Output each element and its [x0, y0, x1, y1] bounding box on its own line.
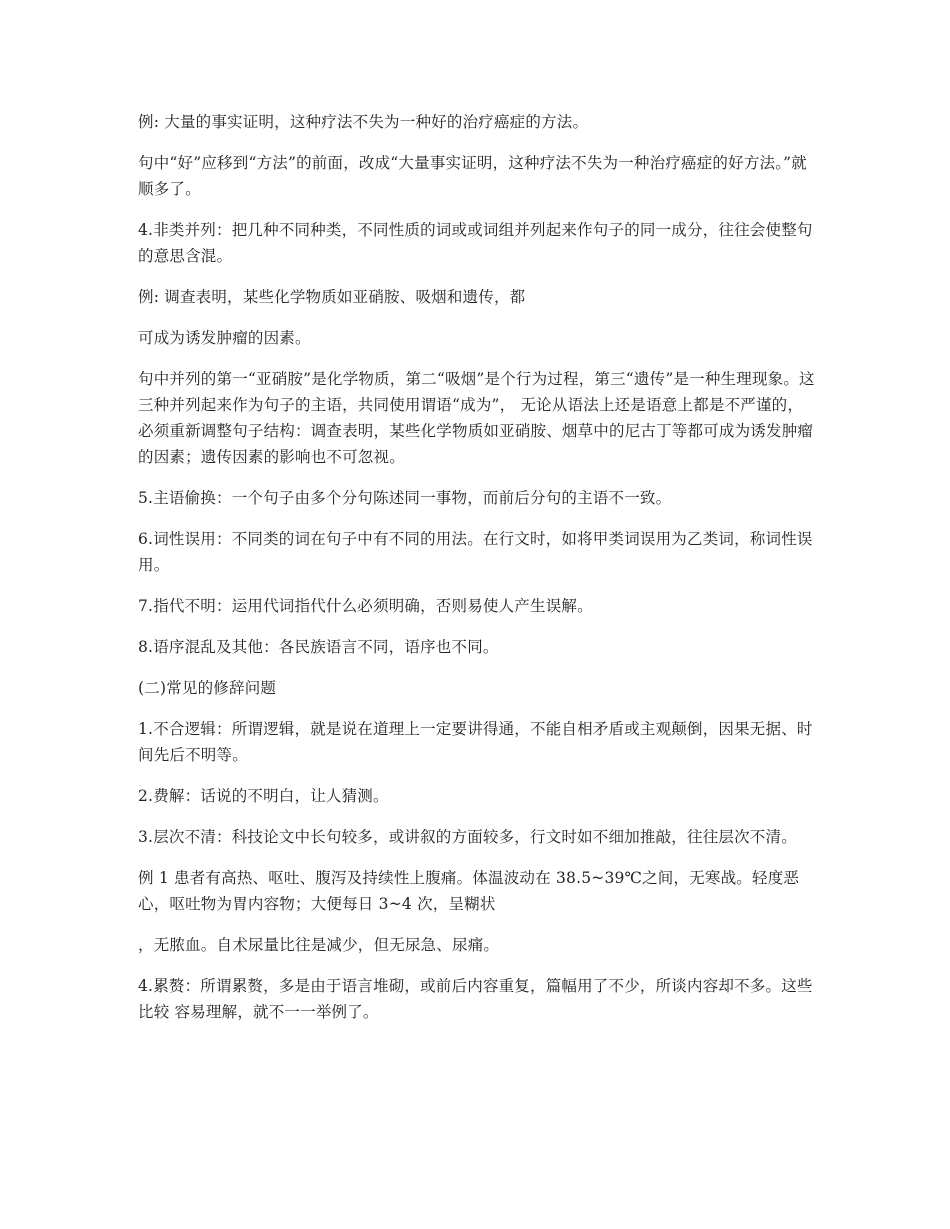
item-8-word-order-confusion: 8.语序混乱及其他：各民族语言不同，语序也不同。 — [138, 638, 499, 656]
item-2-obscure: 2.费解：话说的不明白，让人猜测。 — [138, 787, 389, 805]
parallelism-analysis: 句中并列的第一“亚硝胺”是化学物质，第二“吸烟”是个行为过程，第三“遗传”是一种生理现象。这三种并列起来作为句子的主语，共同使用谓语“成为”， 无论从语法上还是语意上都是不严谨的，必须重新调整句子结构：调查表明，某些化学物质如亚硝胺、烟草中的尼古丁等都可成为诱发肿瘤的因素；遗传因素的影响也不可忽视。 — [138, 370, 815, 466]
item-4-redundancy: 4.累赘：所谓累赘，多是由于语言堆砌，或前后内容重复，篇幅用了不少，所谈内容却不多。这些比较 容易理解，就不一一举例了。 — [138, 977, 813, 1021]
example-1-patient-case: 例 1 患者有高热、呕吐、腹泻及持续性上腹痛。体温波动在 38.5~39℃之间，无寒战。轻度恶心，呕吐物为胃内容物；大便每日 3~4 次，呈糊状 — [138, 869, 800, 913]
item-5-subject-substitution: 5.主语偷换：一个句子由多个分句陈述同一事物，而前后分句的主语不一致。 — [138, 489, 672, 507]
document-body — [138, 109, 818, 1040]
example-sentence-cancer-treatment: 例: 大量的事实证明，这种疗法不失为一种好的治疗癌症的方法。 — [138, 113, 589, 131]
correction-explanation-word-order: 句中“好”应移到“方法”的前面，改成“大量事实证明，这种疗法不失为一种治疗癌症的好方法。”就顺多了。 — [138, 154, 807, 198]
example-1-patient-case-continued: ，无脓血。自术尿量比往是减少，但无尿急、尿痛。 — [138, 936, 500, 954]
item-7-unclear-reference: 7.指代不明：运用代词指代什么必须明确，否则易使人产生误解。 — [138, 597, 593, 615]
item-6-part-of-speech-misuse: 6.词性误用：不同类的词在句子中有不同的用法。在行文时，如将甲类词误用为乙类词，称词性误用。 — [138, 530, 813, 574]
example-sentence-survey-continued: 可成为诱发肿瘤的因素。 — [138, 329, 311, 347]
item-4-non-category-parallelism: 4.非类并列：把几种不同种类，不同性质的词或或词组并列起来作句子的同一成分，往往会使整句的意思含混。 — [138, 221, 813, 265]
section-heading-rhetoric-problems: (二)常见的修辞问题 — [138, 679, 277, 697]
item-1-illogical: 1.不合逻辑：所谓逻辑，就是说在道理上一定要讲得通，不能自相矛盾或主观颠倒，因果无据、时间先后不明等。 — [138, 720, 813, 764]
item-3-unclear-levels: 3.层次不清：科技论文中长句较多，或讲叙的方面较多，行文时如不细加推敲，往往层次不清。 — [138, 828, 797, 846]
example-sentence-survey: 例: 调查表明，某些化学物质如亚硝胺、吸烟和遗传，都 — [138, 288, 526, 306]
